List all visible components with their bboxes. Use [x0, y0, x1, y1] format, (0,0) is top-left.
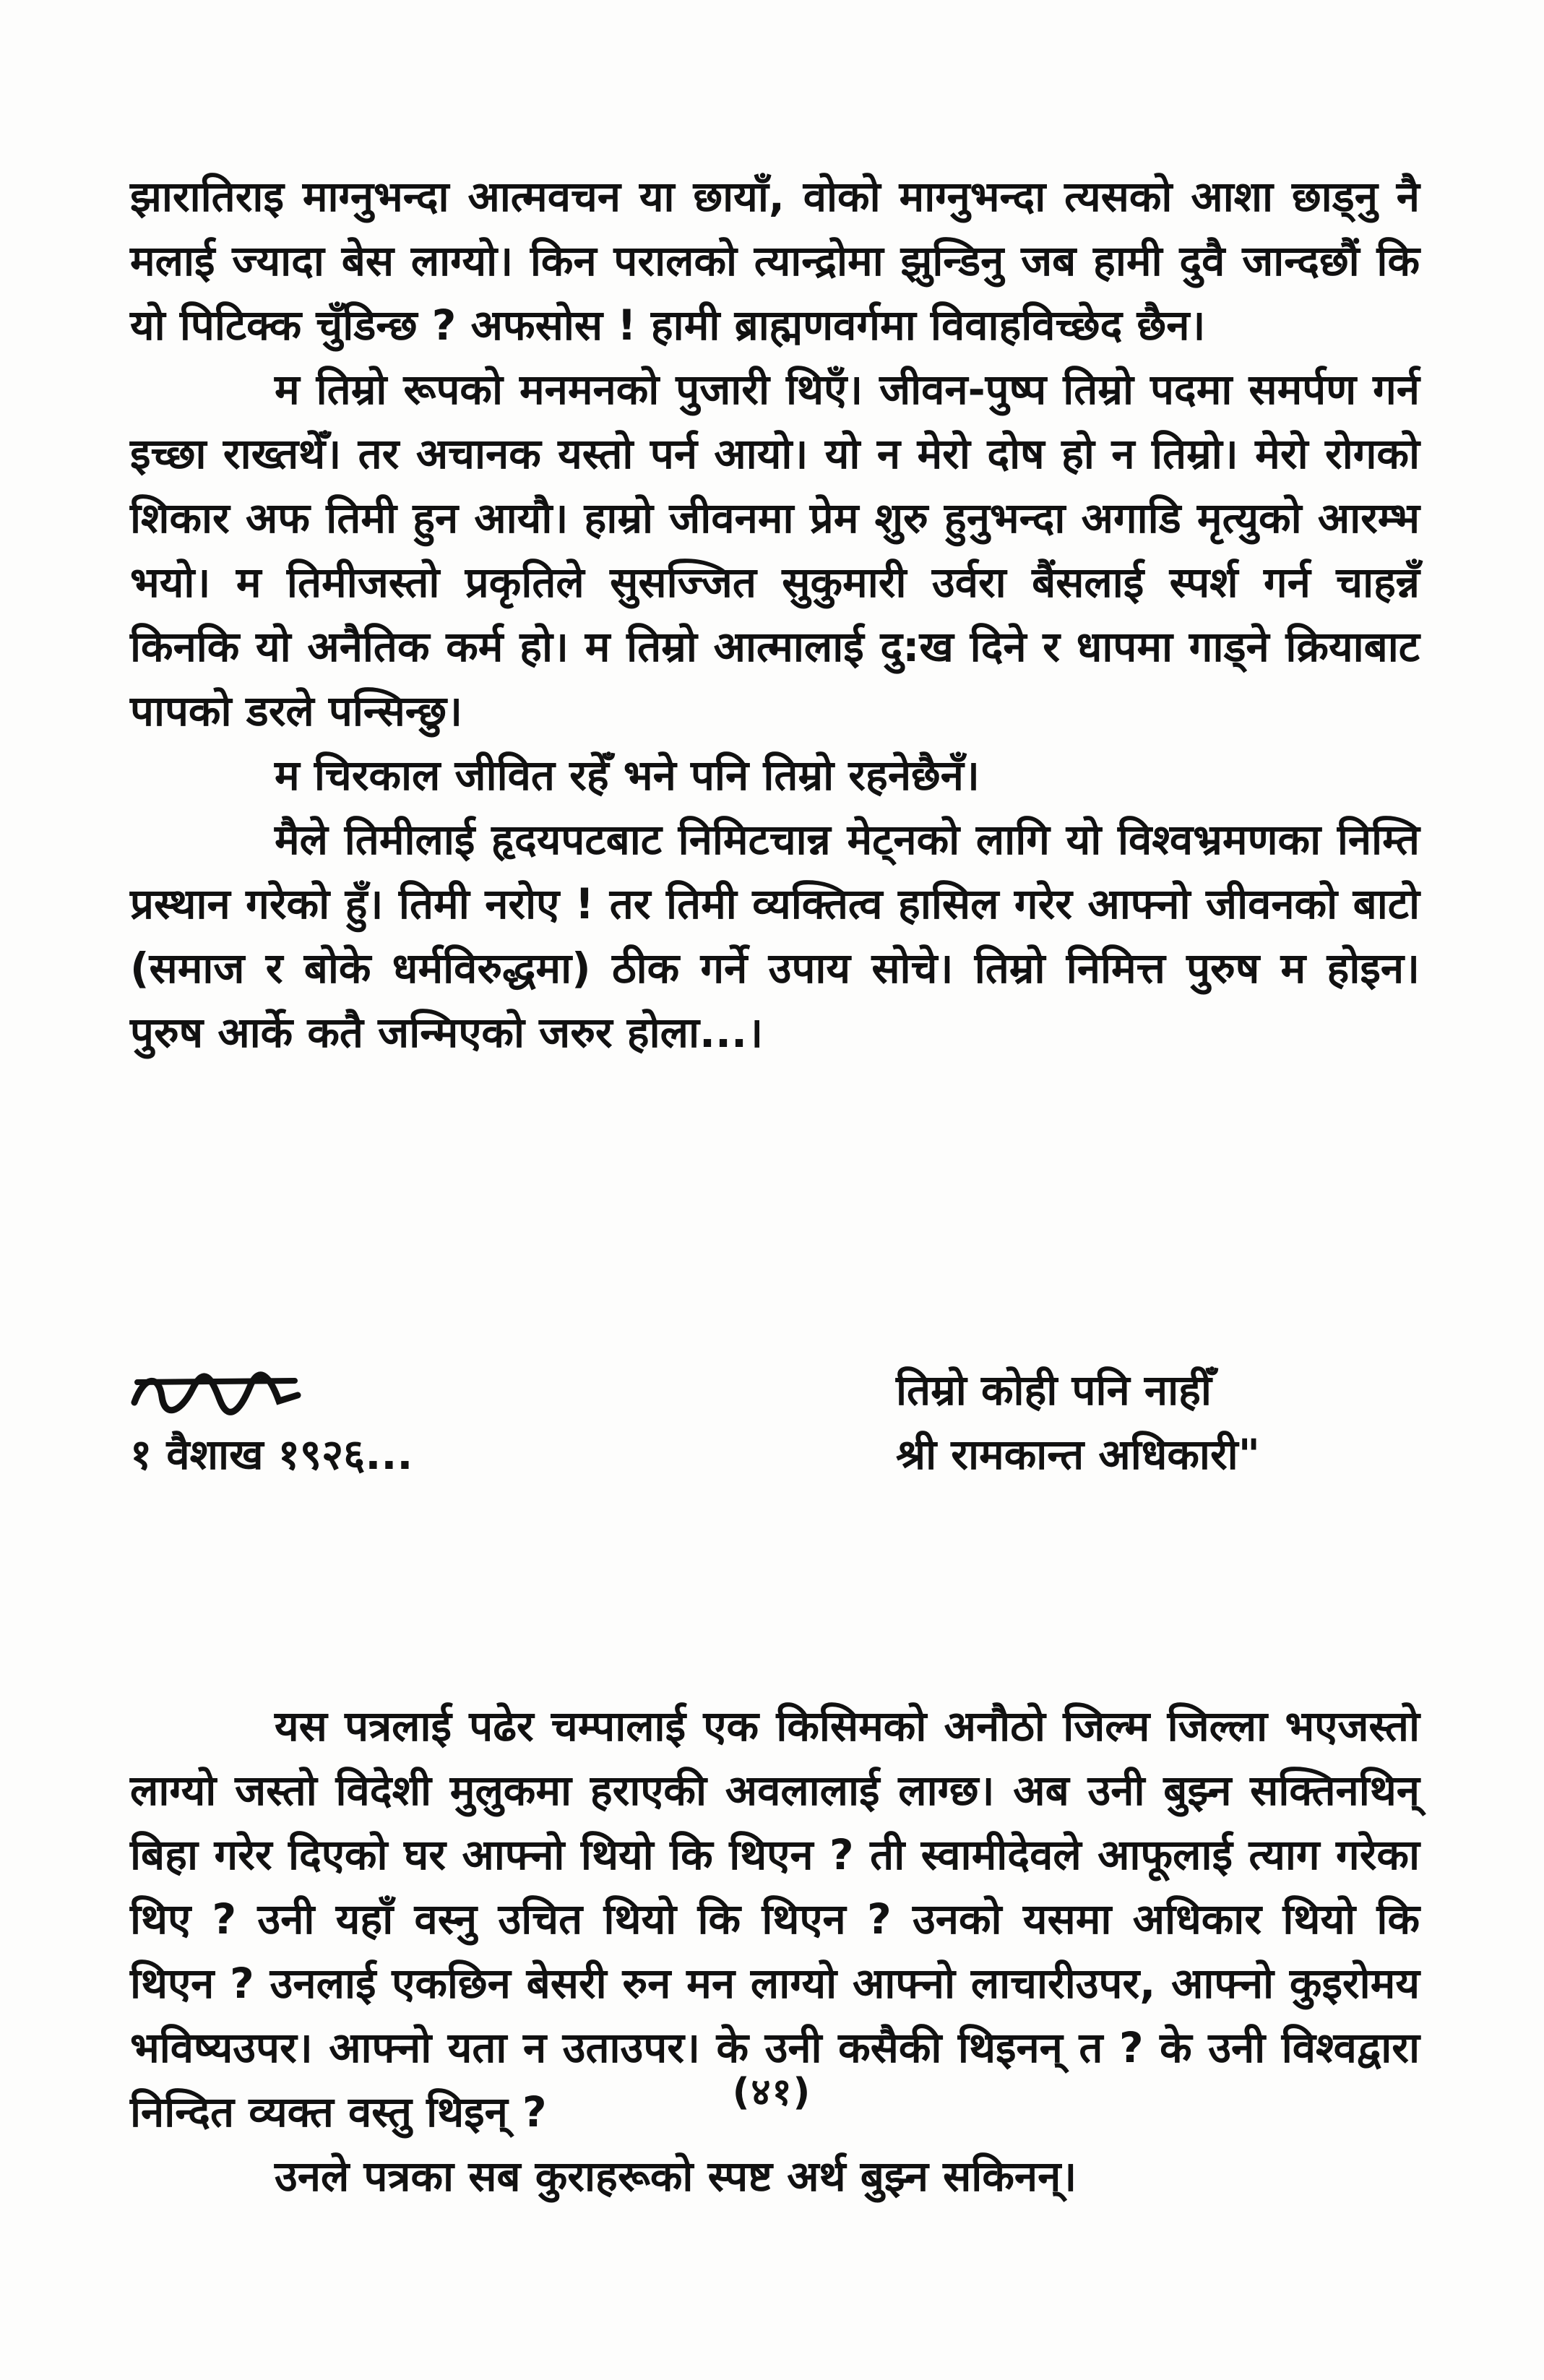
- signature-place: [130, 1358, 636, 1423]
- signature-closing: तिम्रो कोही पनि नाहीँ: [896, 1366, 1212, 1415]
- paragraph-6: उनले पत्रका सब कुराहरूको स्पष्ट अर्थ बुझ्न सकिनन्।: [275, 2152, 1077, 2201]
- signature-date: १ वैशाख १९२६...: [130, 1430, 413, 1479]
- signature-right: [896, 1358, 1420, 1487]
- paragraph-5: यस पत्रलाई पढेर चम्पालाई एक किसिमको अनौठो जिल्म जिल्ला भएजस्तो लाग्यो जस्तो विदेशी मुलुकमा हराएकी अवलालाई लाग्छ। अब उनी बुझ्न सक्तिनथिन् बिहा गरेर दिएको घर आफ्नो थियो कि थिएन ? ती स्वामीदेवले आफूलाई त्याग गरेका थिए ? उनी यहाँ वस्नु उचित थियो कि थिएन ? उनको यसमा अधिकार थियो कि थिएन ? उनलाई एकछिन बेसरी रुन मन लाग्यो आफ्नो लाचारीउपर, आफ्नो कुइरोमय भविष्यउपर। आफ्नो यता न उताउपर। के उनी कसैकी थिइनन् त ? के उनी विश्वद्वारा निन्दित व्यक्त वस्तु थिइन् ?: [130, 1702, 1420, 2137]
- page-number: (४१): [732, 2071, 812, 2114]
- letter-body: [130, 165, 1420, 1065]
- signature-left: [130, 1358, 636, 1487]
- signature-name: श्री रामकान्त अधिकारी": [896, 1430, 1260, 1479]
- handwritten-place-scribble: [130, 1368, 303, 1418]
- paragraph-1: झारातिराइ माग्नुभन्दा आत्मवचन या छायाँ, वोको माग्नुभन्दा त्यसको आशा छाड्नु नै मलाई ज्यादा बेस लाग्यो। किन परालको त्यान्द्रोमा झुन्डिनु जब हामी दुवै जान्दछौं कि यो पिटिक्क चुँडिन्छ ? अफसोस ! हामी ब्राह्मणवर्गमा विवाहविच्छेद छैन।: [130, 172, 1420, 350]
- paragraph-4: मैले तिमीलाई हृदयपटबाट निमिटचान्न मेट्नको लागि यो विश्वभ्रमणका निम्ति प्रस्थान गरेको हुँ। तिमी नरोए ! तर तिमी व्यक्तित्व हासिल गरेर आफ्नो जीवनको बाटो (समाज र बोके धर्मविरुद्धमा) ठीक गर्ने उपाय सोचे। तिम्रो निमित्त पुरुष म होइन। पुरुष आर्के कतै जन्मिएको जरुर होला...।: [130, 815, 1420, 1057]
- paragraph-3: म चिरकाल जीवित रहेँ भने पनि तिम्रो रहनेछैनँ।: [275, 751, 980, 800]
- narrative-body: [130, 1694, 1420, 2209]
- letter-signature: [130, 1358, 1420, 1510]
- paragraph-2: म तिम्रो रूपको मनमनको पुजारी थिएँ। जीवन-पुष्प तिम्रो पदमा समर्पण गर्न इच्छा राख्तथेँ। तर अचानक यस्तो पर्न आयो। यो न मेरो दोष हो न तिम्रो। मेरो रोगको शिकार अफ तिमी हुन आयौ। हाम्रो जीवनमा प्रेम शुरु हुनुभन्दा अगाडि मृत्युको आरम्भ भयो। म तिमीजस्तो प्रकृतिले सुसज्जित सुकुमारी उर्वरा बैंसलाई स्पर्श गर्न चाहन्नँ किनकि यो अनैतिक कर्म हो। म तिम्रो आत्मालाई दु:ख दिने र धापमा गाड्ने क्रियाबाट पापको डरले पन्सिन्छु।: [130, 365, 1420, 736]
